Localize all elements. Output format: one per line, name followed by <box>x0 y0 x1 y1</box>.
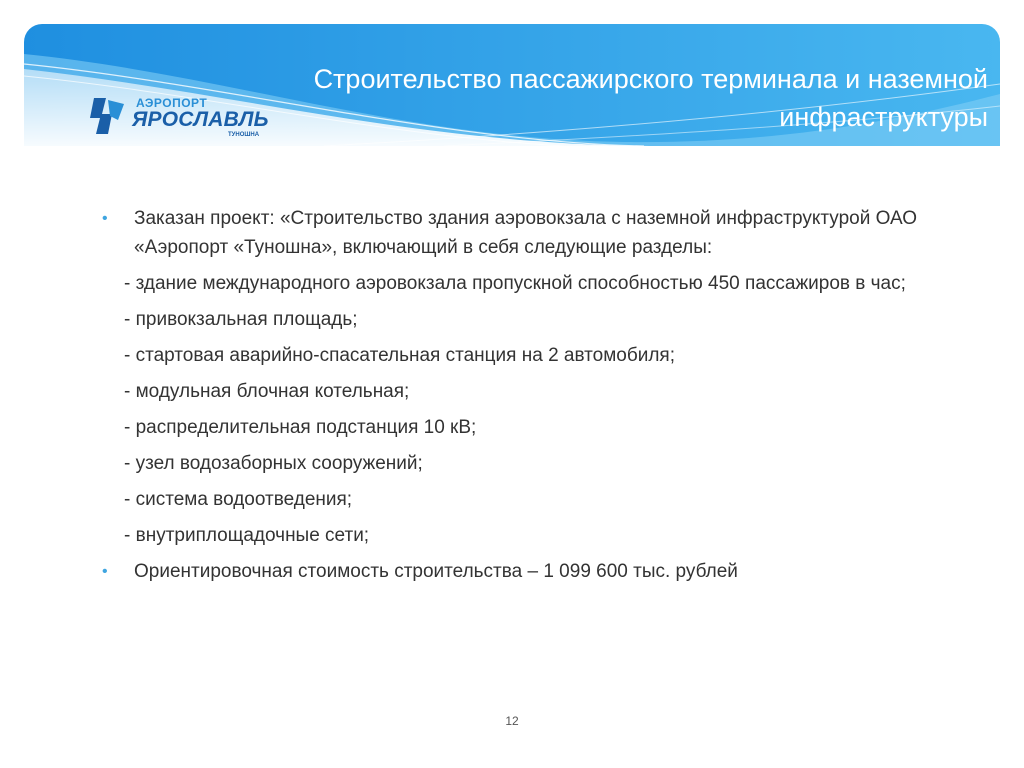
logo-text-airport: АЭРОПОРТ <box>136 96 208 110</box>
list-item: - стартовая аварийно-спасательная станция на 2 автомобиля; <box>124 345 675 366</box>
list-item: - система водоотведения; <box>124 489 353 510</box>
bullet-project-text: Заказан проект: «Строительство здания аэровокзала с наземной инфраструктурой ОАО «Аэропорт «Туношна», включающий в себя следующие разделы: <box>134 208 918 258</box>
logo-text-tunoshna: ТУНОШНА <box>228 132 260 138</box>
bullet-cost <box>102 557 922 586</box>
bullet-cost-text: Ориентировочная стоимость строительства – 1 099 600 тыс. рублей <box>134 561 738 582</box>
list-item: - распределительная подстанция 10 кВ; <box>124 417 477 438</box>
slide-content <box>102 204 922 593</box>
bullet-dot-icon: • <box>102 563 108 580</box>
page-number: 12 <box>505 714 519 728</box>
airport-logo <box>88 92 288 144</box>
slide-title: Строительство пассажирского терминала и наземной инфраструктуры <box>313 64 988 133</box>
list-item: - привокзальная площадь; <box>124 309 358 330</box>
logo-text-city: ЯРОСЛАВЛЬ <box>132 108 269 131</box>
list-item: - здание международного аэровокзала пропускной способностью 450 пассажиров в час; <box>124 273 906 294</box>
list-item: - узел водозаборных сооружений; <box>124 453 423 474</box>
bullet-project <box>102 204 922 262</box>
list-item: - внутриплощадочные сети; <box>124 525 370 546</box>
list-item: - модульная блочная котельная; <box>124 381 410 402</box>
airport-logo-icon <box>88 94 128 138</box>
bullet-dot-icon: • <box>102 210 108 227</box>
